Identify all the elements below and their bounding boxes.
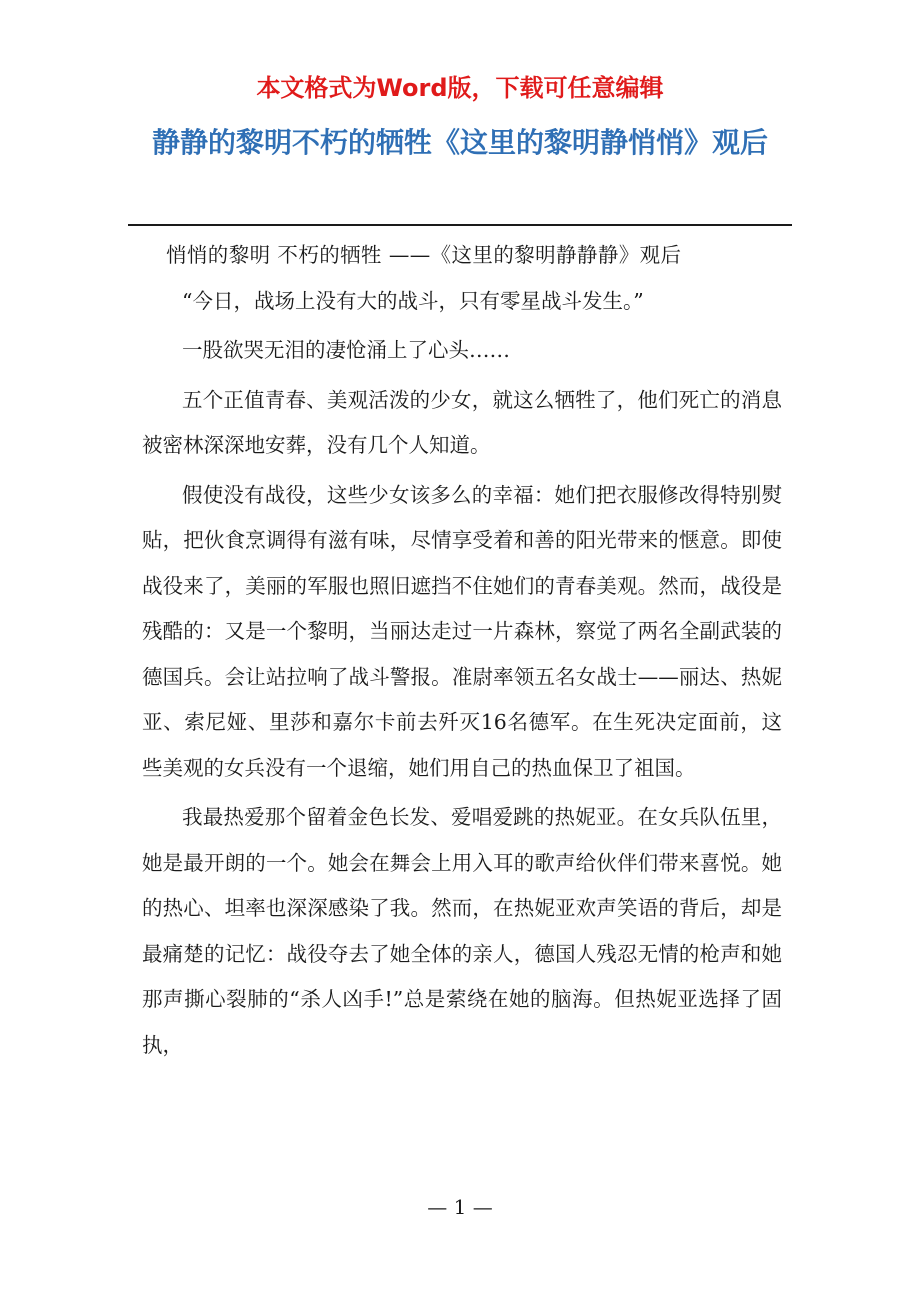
paragraph-quote: “今日，战场上没有大的战斗，只有零星战斗发生。” <box>182 288 644 313</box>
format-notice: 本文格式为Word版，下载可任意编辑 <box>256 74 664 102</box>
paragraph-war: 假使没有战役，这些少女该多么的幸福：她们把衣服修改得特别熨贴，把伙食烹调得有滋有味，尽情享受着和善的阳光带来的惬意。即使战役来了，美丽的军服也照旧遮挡不住她们的青春美观。然而，战役是残酷的：又是一个黎明，当丽达走过一片森林，察觉了两名全副武装的德国兵。会让站拉响了战斗警报。准尉率领五名女战士——丽达、热妮亚、索尼娅、里莎和嘉尔卡前去歼灭16名德军。在生死决定面前，这些美观的女兵没有一个退缩，她们用自己的热血保卫了祖国。 <box>142 482 782 780</box>
paragraph-emotion: 一股欲哭无泪的凄怆涌上了心头…… <box>182 338 510 362</box>
document-title: 静静的黎明不朽的牺牲《这里的黎明静悄悄》观后 <box>151 126 768 159</box>
document-body <box>142 233 782 1068</box>
page-number: — 1 — <box>427 1195 493 1219</box>
title-divider <box>128 224 792 226</box>
subtitle-line: 悄悄的黎明 不朽的牺牲 ——《这里的黎明静静静》观后 <box>166 243 682 267</box>
paragraph-zhenya: 我最热爱那个留着金色长发、爱唱爱跳的热妮亚。在女兵队伍里，她是最开朗的一个。她会在舞会上用入耳的歌声给伙伴们带来喜悦。她的热心、坦率也深深感染了我。然而，在热妮亚欢声笑语的背后，却是最痛楚的记忆：战役夺去了她全体的亲人，德国人残忍无情的枪声和她那声撕心裂肺的“杀人凶手!”总是萦绕在她的脑海。但热妮亚选择了固执， <box>142 805 782 1057</box>
paragraph-five-girls: 五个正值青春、美观活泼的少女，就这么牺牲了，他们死亡的消息被密林深深地安葬，没有几个人知道。 <box>142 387 782 457</box>
